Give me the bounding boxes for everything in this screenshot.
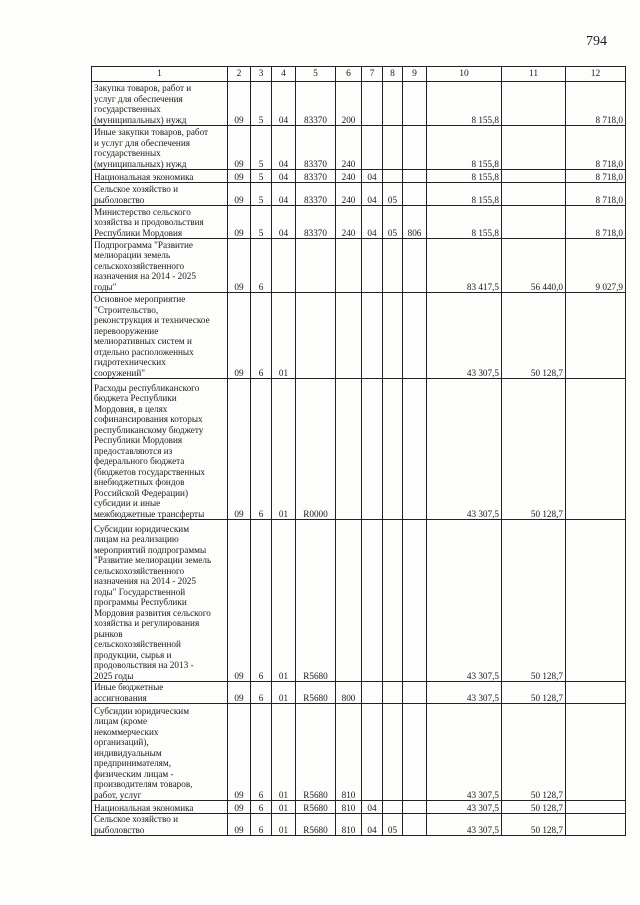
code-cell: 6 — [251, 704, 272, 801]
code-cell: 5 — [251, 183, 272, 206]
column-header: 11 — [502, 67, 566, 82]
amount-cell: 8 155,8 — [427, 170, 502, 183]
table-row — [92, 379, 626, 520]
amount-cell: 43 307,5 — [427, 520, 502, 682]
code-cell — [383, 82, 403, 126]
amount-cell: 50 128,7 — [502, 293, 566, 379]
column-header: 12 — [566, 67, 626, 82]
code-cell: 83370 — [296, 183, 336, 206]
code-cell — [296, 239, 336, 293]
code-cell: R5680 — [296, 801, 336, 814]
row-name-cell: Основное мероприятие "Строительство, реконструкция и техническое перевооружение мелиоративных систем и отдельно расположенных гидротехнических сооружений" — [92, 293, 228, 379]
code-cell: R5680 — [296, 704, 336, 801]
code-cell: 6 — [251, 239, 272, 293]
code-cell — [336, 239, 362, 293]
code-cell: 09 — [228, 293, 251, 379]
code-cell: 04 — [272, 82, 296, 126]
code-cell: 806 — [403, 206, 427, 239]
row-name-cell: Министерство сельского хозяйства и продовольствия Республики Мордовия — [92, 206, 228, 239]
amount-cell — [502, 82, 566, 126]
amount-cell: 8 718,0 — [566, 183, 626, 206]
code-cell: 810 — [336, 801, 362, 814]
code-cell: 09 — [228, 379, 251, 520]
amount-cell: 50 128,7 — [502, 682, 566, 704]
row-name-cell: Сельское хозяйство и рыболовство — [92, 814, 228, 836]
amount-cell: 8 718,0 — [566, 206, 626, 239]
table-row — [92, 206, 626, 239]
amount-cell — [566, 682, 626, 704]
amount-cell — [566, 704, 626, 801]
code-cell — [296, 293, 336, 379]
code-cell: 04 — [272, 206, 296, 239]
amount-cell: 8 718,0 — [566, 170, 626, 183]
code-cell — [383, 239, 403, 293]
amount-cell: 8 155,8 — [427, 206, 502, 239]
code-cell: 240 — [336, 206, 362, 239]
code-cell: 04 — [272, 170, 296, 183]
row-name-cell: Расходы республиканского бюджета Республики Мордовия, в целях софинансирования которых республиканскому бюджету Республики Мордовия предоставляются из федерального бюджета (бюджетов государственных внебюджетных фондов Российской Федерации) субсидии и иные межбюджетные трансферты — [92, 379, 228, 520]
row-name-cell: Национальная экономика — [92, 801, 228, 814]
code-cell — [336, 520, 362, 682]
code-cell: 09 — [228, 206, 251, 239]
code-cell: R5680 — [296, 814, 336, 836]
amount-cell: 50 128,7 — [502, 704, 566, 801]
code-cell: 800 — [336, 682, 362, 704]
code-cell — [403, 814, 427, 836]
code-cell — [403, 520, 427, 682]
code-cell: 5 — [251, 206, 272, 239]
code-cell: 83370 — [296, 206, 336, 239]
code-cell: 01 — [272, 379, 296, 520]
code-cell: 01 — [272, 801, 296, 814]
code-cell — [403, 183, 427, 206]
code-cell: R0000 — [296, 379, 336, 520]
code-cell — [403, 239, 427, 293]
code-cell: R5680 — [296, 682, 336, 704]
code-cell: 6 — [251, 801, 272, 814]
amount-cell — [566, 379, 626, 520]
code-cell: 05 — [383, 206, 403, 239]
column-header: 8 — [383, 67, 403, 82]
code-cell: 04 — [272, 126, 296, 170]
amount-cell — [566, 801, 626, 814]
column-header: 1 — [92, 67, 228, 82]
code-cell — [362, 239, 383, 293]
amount-cell: 43 307,5 — [427, 814, 502, 836]
code-cell — [403, 82, 427, 126]
code-cell: 04 — [272, 183, 296, 206]
column-header: 5 — [296, 67, 336, 82]
code-cell — [362, 82, 383, 126]
amount-cell: 50 128,7 — [502, 814, 566, 836]
code-cell — [336, 293, 362, 379]
code-cell — [383, 801, 403, 814]
amount-cell — [566, 293, 626, 379]
code-cell: 240 — [336, 183, 362, 206]
code-cell — [362, 126, 383, 170]
code-cell — [362, 682, 383, 704]
code-cell: 83370 — [296, 126, 336, 170]
amount-cell: 50 128,7 — [502, 520, 566, 682]
code-cell: 5 — [251, 126, 272, 170]
code-cell — [383, 293, 403, 379]
code-cell: 09 — [228, 814, 251, 836]
column-header: 9 — [403, 67, 427, 82]
code-cell: 810 — [336, 704, 362, 801]
column-header: 2 — [228, 67, 251, 82]
amount-cell: 8 155,8 — [427, 126, 502, 170]
table-row — [92, 239, 626, 293]
table-row — [92, 170, 626, 183]
row-name-cell: Иные бюджетные ассигнования — [92, 682, 228, 704]
column-header: 6 — [336, 67, 362, 82]
code-cell — [362, 379, 383, 520]
code-cell: 6 — [251, 520, 272, 682]
code-cell: 01 — [272, 704, 296, 801]
code-cell: 6 — [251, 814, 272, 836]
amount-cell: 56 440,0 — [502, 239, 566, 293]
amount-cell: 50 128,7 — [502, 801, 566, 814]
code-cell: 04 — [362, 814, 383, 836]
amount-cell: 8 155,8 — [427, 183, 502, 206]
table-row — [92, 682, 626, 704]
code-cell: 09 — [228, 183, 251, 206]
amount-cell: 50 128,7 — [502, 379, 566, 520]
code-cell — [362, 293, 383, 379]
row-name-cell: Национальная экономика — [92, 170, 228, 183]
budget-table — [91, 66, 626, 836]
code-cell — [272, 239, 296, 293]
code-cell: 01 — [272, 293, 296, 379]
amount-cell: 9 027,9 — [566, 239, 626, 293]
code-cell — [383, 379, 403, 520]
code-cell: 83370 — [296, 170, 336, 183]
code-cell: 240 — [336, 126, 362, 170]
code-cell: 09 — [228, 682, 251, 704]
code-cell: 6 — [251, 379, 272, 520]
code-cell — [403, 170, 427, 183]
table-row — [92, 126, 626, 170]
code-cell: 05 — [383, 814, 403, 836]
code-cell: 6 — [251, 682, 272, 704]
column-header: 3 — [251, 67, 272, 82]
amount-cell: 43 307,5 — [427, 801, 502, 814]
code-cell — [383, 520, 403, 682]
code-cell — [383, 170, 403, 183]
amount-cell — [502, 183, 566, 206]
code-cell: 01 — [272, 682, 296, 704]
code-cell: 240 — [336, 170, 362, 183]
column-header: 10 — [427, 67, 502, 82]
amount-cell: 43 307,5 — [427, 682, 502, 704]
code-cell — [383, 126, 403, 170]
code-cell — [403, 801, 427, 814]
row-name-cell: Закупка товаров, работ и услуг для обеспечения государственных (муниципальных) нужд — [92, 82, 228, 126]
amount-cell: 8 718,0 — [566, 82, 626, 126]
code-cell: 09 — [228, 82, 251, 126]
table-row — [92, 183, 626, 206]
code-cell — [403, 704, 427, 801]
table-row — [92, 520, 626, 682]
amount-cell — [566, 520, 626, 682]
amount-cell: 43 307,5 — [427, 293, 502, 379]
table-row — [92, 801, 626, 814]
table-row — [92, 293, 626, 379]
amount-cell: 83 417,5 — [427, 239, 502, 293]
amount-cell: 43 307,5 — [427, 704, 502, 801]
table-row — [92, 814, 626, 836]
code-cell: 6 — [251, 293, 272, 379]
code-cell: 04 — [362, 170, 383, 183]
page-number: 794 — [586, 34, 607, 49]
amount-cell: 8 155,8 — [427, 82, 502, 126]
code-cell — [336, 379, 362, 520]
code-cell: 09 — [228, 239, 251, 293]
code-cell — [383, 704, 403, 801]
code-cell: 810 — [336, 814, 362, 836]
code-cell — [403, 682, 427, 704]
row-name-cell: Сельское хозяйство и рыболовство — [92, 183, 228, 206]
code-cell: 200 — [336, 82, 362, 126]
code-cell: 09 — [228, 520, 251, 682]
code-cell — [403, 379, 427, 520]
amount-cell — [502, 170, 566, 183]
code-cell: 5 — [251, 82, 272, 126]
amount-cell: 43 307,5 — [427, 379, 502, 520]
code-cell: 01 — [272, 814, 296, 836]
code-cell — [403, 126, 427, 170]
row-name-cell: Субсидии юридическим лицам на реализацию мероприятий подпрограммы "Развитие мелиорации земель сельскохозяйственного назначения на 2014 - 2025 годы" Государственной программы Республики Мордовия развития сельского хозяйства и регулирования рынков сельскохозяйственной продукции, сырья и продовольствия на 2013 - 2025 годы — [92, 520, 228, 682]
row-name-cell: Субсидии юридическим лицам (кроме некоммерческих организаций), индивидуальным предпринимателям, физическим лицам - производителям товаров, работ, услуг — [92, 704, 228, 801]
code-cell — [362, 704, 383, 801]
amount-cell: 8 718,0 — [566, 126, 626, 170]
code-cell: 04 — [362, 183, 383, 206]
row-name-cell: Иные закупки товаров, работ и услуг для обеспечения государственных (муниципальных) нужд — [92, 126, 228, 170]
code-cell: 09 — [228, 704, 251, 801]
table-row — [92, 704, 626, 801]
header-row — [92, 67, 626, 82]
code-cell: 09 — [228, 170, 251, 183]
code-cell — [362, 520, 383, 682]
code-cell: 04 — [362, 801, 383, 814]
code-cell: 09 — [228, 801, 251, 814]
code-cell: 09 — [228, 126, 251, 170]
code-cell: 05 — [383, 183, 403, 206]
amount-cell — [502, 206, 566, 239]
code-cell: 04 — [362, 206, 383, 239]
table-row — [92, 82, 626, 126]
amount-cell — [502, 126, 566, 170]
code-cell — [383, 682, 403, 704]
code-cell: 83370 — [296, 82, 336, 126]
amount-cell — [566, 814, 626, 836]
column-header: 4 — [272, 67, 296, 82]
code-cell: 5 — [251, 170, 272, 183]
code-cell: R5680 — [296, 520, 336, 682]
code-cell: 01 — [272, 520, 296, 682]
row-name-cell: Подпрограмма "Развитие мелиорации земель сельскохозяйственного назначения на 2014 - 2025 годы" — [92, 239, 228, 293]
code-cell — [403, 293, 427, 379]
column-header: 7 — [362, 67, 383, 82]
